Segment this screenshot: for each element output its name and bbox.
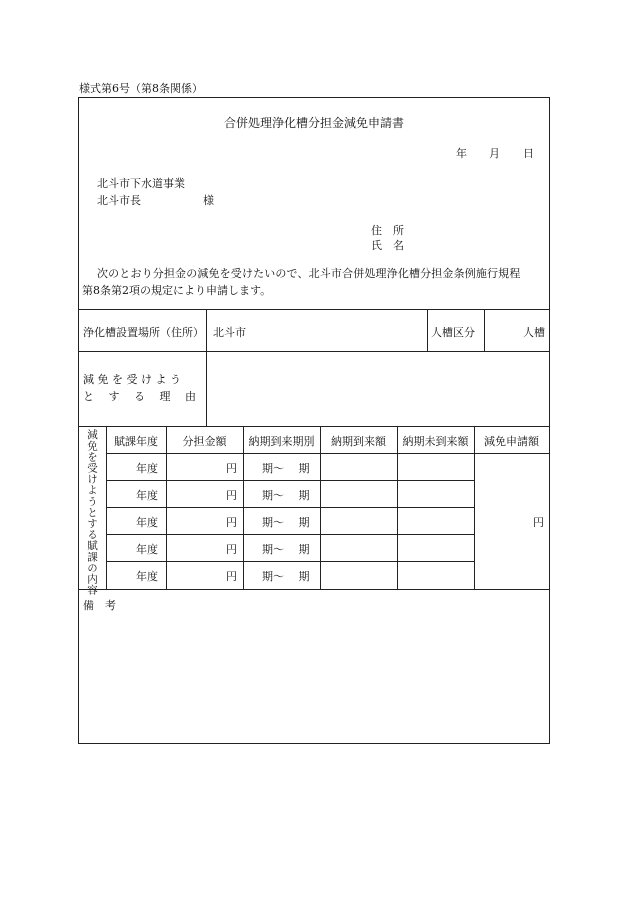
row-divider-3 [106, 534, 474, 535]
row-amount: 円 [226, 543, 237, 556]
divider-site-vertical [206, 309, 207, 426]
row-period: 期～ 期 [262, 516, 310, 529]
divider-reason [79, 351, 549, 352]
addressee-line2: 北斗市長 [97, 194, 141, 207]
header-due-amount: 納期到来額 [331, 435, 386, 448]
reason-label-line1: 減 免 を 受 け よ う [83, 373, 181, 386]
date-year: 年 [456, 147, 467, 160]
site-label: 浄化槽設置場所（住所） [83, 326, 204, 339]
divider-remarks [79, 589, 549, 590]
applicant-address-label: 住 所 [371, 224, 404, 237]
divider-assessment [79, 426, 549, 427]
form-title: 合併処理浄化槽分担金減免申請書 [223, 116, 404, 130]
row-divider-2 [106, 507, 474, 508]
header-fiscal-year: 賦課年度 [114, 435, 158, 448]
site-value: 北斗市 [213, 326, 246, 339]
header-reduction-amount: 減免申請額 [484, 435, 539, 448]
reason-label-line2: と す る 理 由 [83, 390, 196, 403]
divider-capacity-right [484, 309, 485, 351]
application-form [78, 97, 550, 744]
row-amount: 円 [226, 516, 237, 529]
row-amount: 円 [226, 489, 237, 502]
row-period: 期～ 期 [262, 543, 310, 556]
header-due-periods: 納期到来期別 [248, 435, 315, 448]
reduction-total-unit: 円 [533, 516, 544, 529]
row-period: 期～ 期 [262, 570, 310, 583]
row-year: 年度 [136, 489, 158, 502]
application-statement-line1: 次のとおり分担金の減免を受けたいので、北斗市合併処理浄化槽分担金条例施行規程 [97, 267, 521, 280]
date-day: 日 [523, 147, 534, 160]
row-period: 期～ 期 [262, 489, 310, 502]
divider-site [79, 309, 549, 310]
form-number: 様式第6号（第8条関係） [79, 82, 203, 95]
application-statement-line2: 第8条第2項の規定により申請します。 [82, 284, 272, 297]
remarks-label: 備 考 [83, 599, 116, 612]
header-charge-amount: 分担金額 [182, 435, 227, 448]
row-amount: 円 [226, 570, 237, 583]
addressee-honorific: 様 [203, 194, 214, 207]
row-year: 年度 [136, 462, 158, 475]
row-period: 期～ 期 [262, 462, 310, 475]
row-year: 年度 [136, 516, 158, 529]
row-divider-4 [106, 561, 474, 562]
assessment-side-label: 減免を受けようとする賦課の内容 [86, 429, 98, 596]
capacity-label: 人槽区分 [431, 326, 475, 339]
row-amount: 円 [226, 462, 237, 475]
divider-capacity-left [427, 309, 428, 351]
row-year: 年度 [136, 543, 158, 556]
row-year: 年度 [136, 570, 158, 583]
table-header-divider [106, 453, 549, 454]
applicant-name-label: 氏 名 [371, 239, 404, 252]
addressee-line1: 北斗市下水道事業 [97, 177, 185, 190]
header-not-due-amount: 納期未到来額 [402, 435, 469, 448]
col-divider-6 [474, 426, 475, 589]
capacity-unit: 人槽 [523, 326, 545, 339]
date-month: 月 [489, 147, 500, 160]
row-divider-1 [106, 480, 474, 481]
